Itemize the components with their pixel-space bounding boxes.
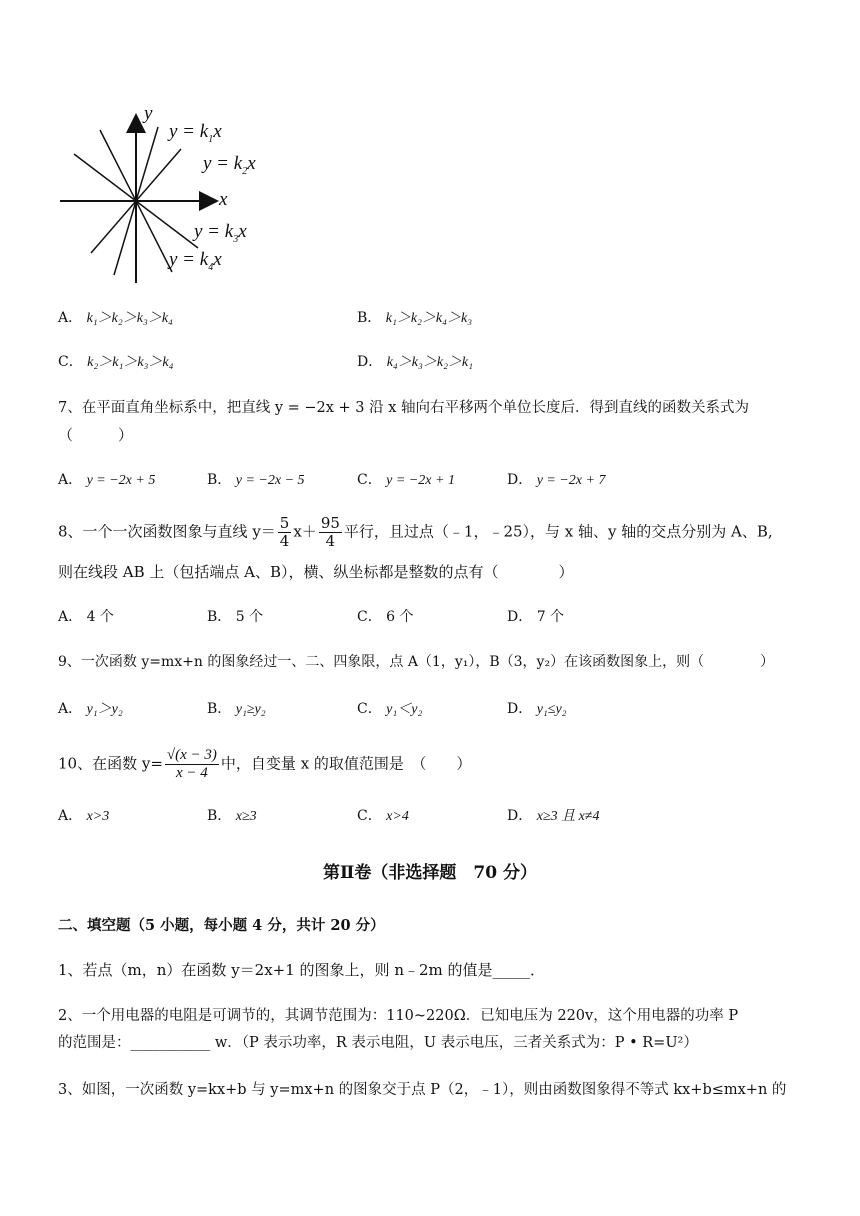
section-title: 第Ⅱ卷（非选择题 70 分）	[323, 863, 537, 883]
q7-option-d[interactable]: D． y = −2x + 7	[507, 472, 606, 488]
q8-option-a[interactable]: A． 4 个	[58, 609, 114, 625]
q6-option-a[interactable]: A． k₁＞k₂＞k₃＞k₄	[58, 310, 173, 326]
q6-option-c[interactable]: C． k₂＞k₁＞k₃＞k₄	[58, 354, 174, 370]
q10-fraction: $\frac{√(x - 3)}{x - 4}$	[166, 747, 217, 781]
q9-option-c[interactable]: C． y₁＜y₂	[357, 701, 423, 717]
graph-figure	[55, 105, 285, 285]
line-k4-label: $y = k_4x$	[169, 249, 222, 273]
axis-y-label: y	[144, 103, 153, 124]
q10-stem: 10、在函数 y= $\frac{√(x - 3)}{x - 4}$ 中，自变量 x 的取值范围是 （ ）	[58, 747, 472, 781]
q10-option-b[interactable]: B． x≥3	[207, 808, 257, 824]
q9-option-b[interactable]: B． y₁≥y₂	[207, 701, 266, 717]
q7-option-a[interactable]: A． y = −2x + 5	[58, 472, 156, 488]
q7-option-b[interactable]: B． y = −2x − 5	[207, 472, 305, 488]
q8-option-d[interactable]: D． 7 个	[507, 609, 565, 625]
q7-option-c[interactable]: C． y = −2x + 1	[357, 472, 455, 488]
q8-stem-line1: 8、一个一次函数图象与直线 y＝ $\frac{5}{4}$ x＋ $\frac{95}{4}$ 平行，且过点（﹣1，﹣25），与 x 轴、y 轴的交点分别为 A、B,	[58, 514, 773, 550]
fill-question-1: 1、若点（m，n）在函数 y＝2x+1 的图象上，则 n﹣2m 的值是_____．	[58, 961, 546, 979]
q9-option-d[interactable]: D． y₁≤y₂	[507, 701, 567, 717]
section-heading: 二、填空题（5 小题，每小题 4 分，共计 20 分）	[58, 917, 385, 934]
line-k1-label: $y = k_1x$	[169, 121, 222, 145]
q9-stem: 9、一次函数 y=mx+n 的图象经过一、二、四象限，点 A（1，y₁），B（3，y₂）在该函数图象上，则（ ）	[58, 654, 775, 670]
q10-option-d[interactable]: D． x≥3 且 x≠4	[507, 808, 600, 824]
q6-option-d[interactable]: D． k₄＞k₃＞k₂＞k₁	[357, 354, 474, 370]
q10-option-c[interactable]: C． x>4	[357, 808, 409, 824]
q10-option-a[interactable]: A． x>3	[58, 808, 110, 824]
fill-question-2-line1: 2、一个用电器的电阻是可调节的，其调节范围为：110~220Ω．已知电压为 220v，这个用电器的功率 P	[58, 1008, 739, 1024]
line-k3-label: $y = k_3x$	[194, 221, 247, 245]
q6-option-b[interactable]: B． k₁＞k₂＞k₄＞k₃	[357, 310, 473, 326]
q7-stem-line1: 7、在平面直角坐标系中，把直线 y = −2x + 3 沿 x 轴向右平移两个单位长度后．得到直线的函数关系式为	[58, 400, 750, 416]
line-k2-label: $y = k_2x$	[203, 153, 256, 177]
q7-stem-line2: （ ）	[58, 426, 134, 444]
axis-x-label: x	[219, 189, 228, 210]
q8-fraction-1: $\frac{5}{4}$	[279, 514, 290, 550]
fill-question-2-line2: 的范围是：___________ w．（P 表示功率，R 表示电阻，U 表示电压，三者关系式为：P • R=U²）	[58, 1035, 698, 1051]
q8-stem-line2: 则在线段 AB 上（包括端点 A、B），横、纵坐标都是整数的点有（ ）	[58, 563, 574, 581]
q8-fraction-2: $\frac{95}{4}$	[320, 514, 340, 550]
q9-option-a[interactable]: A． y₁＞y₂	[58, 701, 123, 717]
fill-question-3: 3、如图，一次函数 y=kx+b 与 y=mx+n 的图象交于点 P（2，﹣1），则由函数图象得不等式 kx+b≤mx+n 的	[58, 1082, 787, 1098]
q8-option-c[interactable]: C． 6 个	[357, 609, 414, 625]
q8-option-b[interactable]: B． 5 个	[207, 609, 264, 625]
